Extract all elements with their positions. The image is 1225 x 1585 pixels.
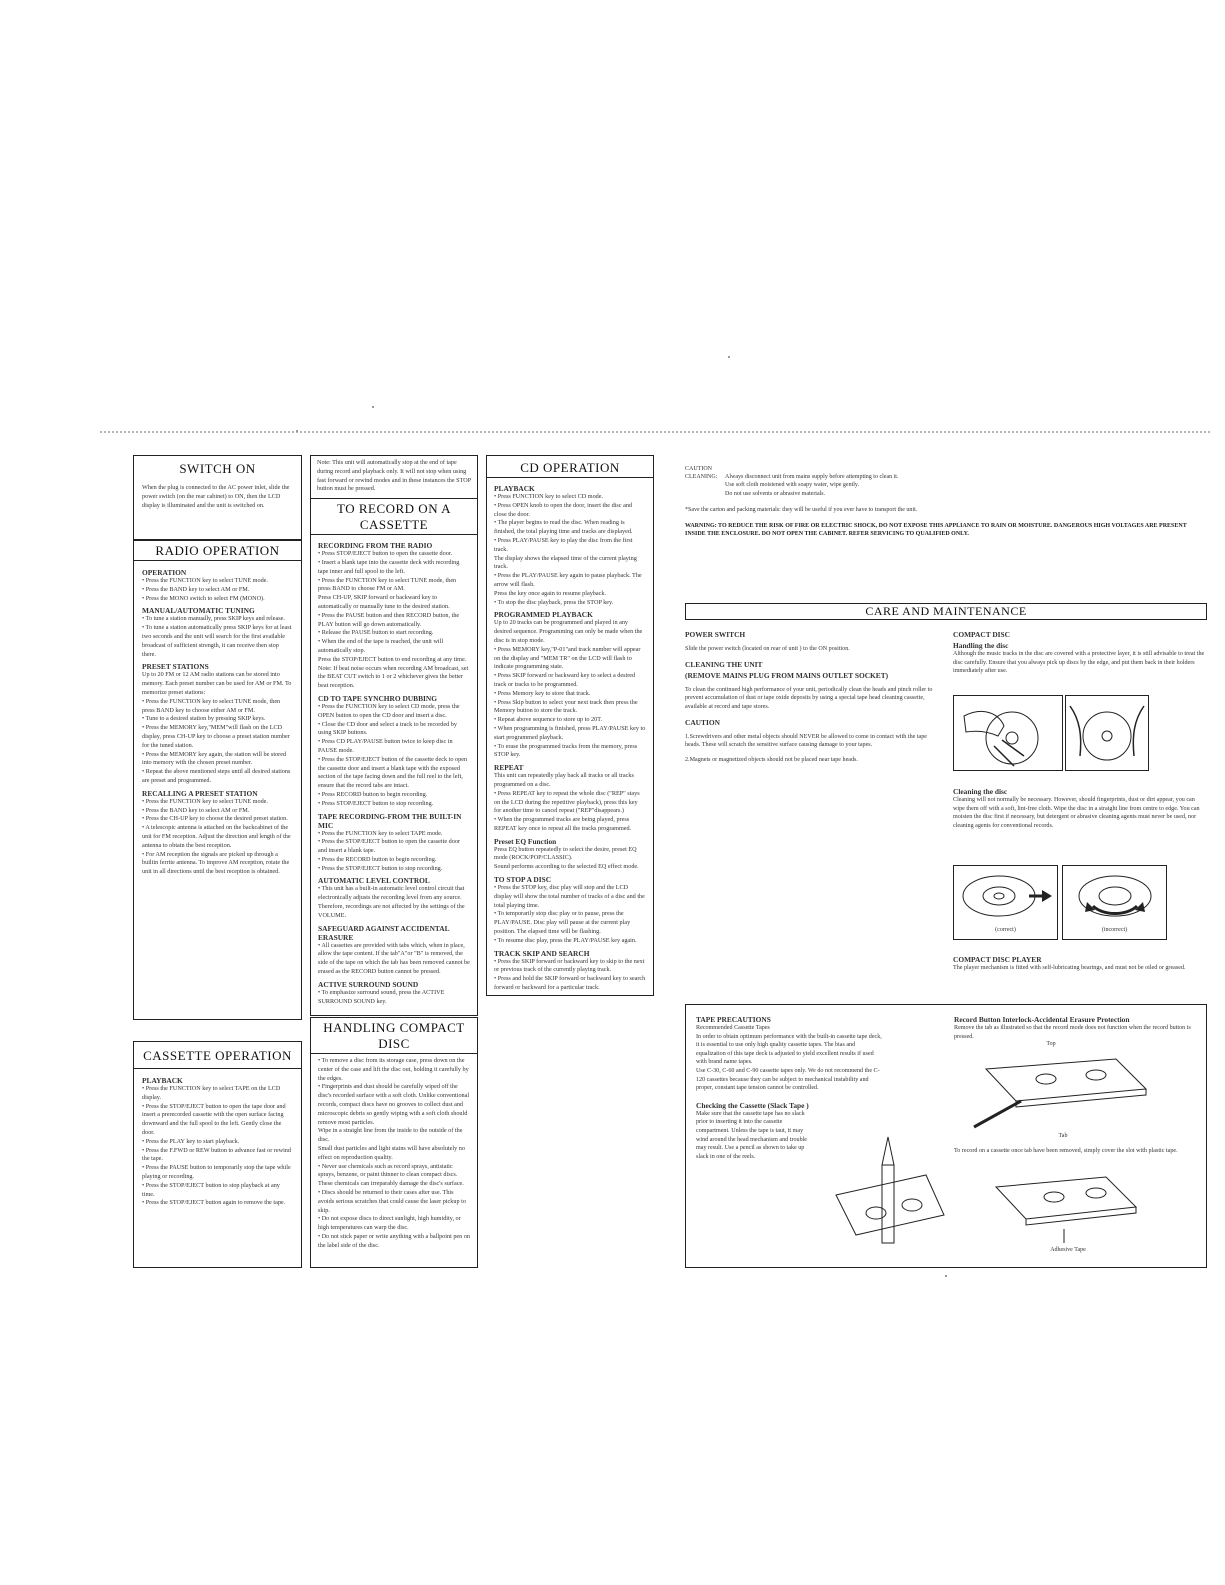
pencil-cassette-icon	[826, 1135, 946, 1255]
section-line: • Press the FUNCTION key to select TAPE on the LCD display.	[142, 1085, 281, 1101]
record-tab-cover-section	[954, 1147, 1198, 1156]
checking-cassette-text: Make sure that the cassette tape has no slack prior to inserting it into the cassette compartment. Unless the tape is taut, it may wind around the head mechanism and trouble may result. Use a pencil as shown to take up slack in one of the reels.	[696, 1110, 808, 1160]
section-line: • Press the FUNCTION key to select TUNE mode.	[142, 797, 268, 805]
cd-player-heading: COMPACT DISC PLAYER	[953, 955, 1042, 964]
section-line: • Tune to a desired station by pressing SKIP keys.	[142, 715, 266, 723]
section-line: • To erase the programmed tracks from the memory, press STOP key.	[494, 742, 638, 759]
record-tab-cover-text: To record on a cassette once tab have been removed, simply cover the slot with plastic tape.	[954, 1148, 1178, 1154]
cassette-tab-icon	[966, 1049, 1166, 1129]
section-line: • Press the PAUSE button to temporarily stop the tape while playing or recording.	[142, 1164, 291, 1180]
handling-disc-panel	[310, 1017, 478, 1268]
section-line: • Discs should be returned to their cases after use. This avoids serious scratches that could cause the laser pickup to skip.	[318, 1188, 466, 1214]
compact-disc-heading: COMPACT DISC	[953, 630, 1011, 639]
section-line: • Press the BAND key to select AM or FM.	[142, 585, 250, 593]
section-line: Sound performs according to the selected EQ effect mode.	[494, 863, 639, 871]
disc-wipe-incorrect-icon	[1063, 866, 1166, 926]
section-line: • Press the FUNCTION key to select TUNE mode.	[142, 577, 268, 584]
section-heading: RECORDING FROM THE RADIO	[318, 541, 433, 551]
record-interlock-section	[954, 1013, 1198, 1041]
correct-wipe-illustration	[953, 865, 1058, 940]
section-heading: CLEANING THE UNIT	[685, 659, 763, 669]
section-line: • Repeat the above mentioned steps until all desired stations are preset and programmed.	[142, 768, 291, 784]
cleaning-line: Do not use solvents or abrasive materials.	[725, 490, 826, 497]
section-line: • To stop the disc playback, press the STOP key.	[494, 598, 614, 606]
section-heading: Preset EQ Function	[494, 836, 557, 846]
section-heading: POWER SWITCH	[685, 630, 746, 639]
section-line: • Press CD PLAY/PAUSE button twice to keep disc in PAUSE mode.	[318, 738, 453, 754]
section-heading: PLAYBACK	[142, 1076, 183, 1085]
switch-on-title: SWITCH ON	[179, 461, 256, 476]
section-line: • Insert a blank tape into the cassette deck with recording tape inner and full spool to the left.	[318, 558, 460, 575]
section-line: • The player begins to read the disc. When reading is finished, the total playing time and tracks are displayed.	[494, 519, 633, 536]
section-heading: AUTOMATIC LEVEL CONTROL	[318, 876, 430, 886]
section-heading: CD TO TAPE SYNCHRO DUBBING	[318, 693, 437, 703]
incorrect-wipe-illustration	[1062, 865, 1167, 940]
section-line: The display shows the elapsed time of the current playing track.	[494, 554, 637, 571]
section-line: • Press STOP/EJECT button to open the cassette door.	[318, 550, 453, 558]
section-heading: PROGRAMMED PLAYBACK	[494, 610, 593, 620]
section-line: To clean the continued high performance of your unit, periodically clean the heads and pinch roller to prevent accumulation of dust or tape oxide deposits by using a special tape head cleaning cassette, available at record and tape stores.	[685, 686, 933, 711]
section-line: • To emphasize surround sound, press the ACTIVE SURROUND SOUND key.	[318, 988, 445, 1005]
switch-on-body: When the plug is connected to the AC power inlet, slide the power switch (on the rear cabinet) to ON, then the LCD display is illuminated and the unit is switched on.	[142, 484, 290, 509]
caution-label: CAUTION	[685, 466, 712, 472]
section-line: • Press Skip button to select your next track then press the Memory button to store the track.	[494, 698, 638, 715]
incorrect-label: (incorrect)	[1101, 927, 1128, 933]
cd-operation-title: CD OPERATION	[487, 456, 653, 478]
save-carton-note: *Save the carton and packing materials: they will be useful if you ever have to transport the unit.	[685, 506, 918, 513]
section-line: • A telescopic antenna is attached on the backcabinet of the unit for FM reception. Adjust the direction and length of the antenna to obtain the best reception.	[142, 824, 291, 849]
adhesive-tape-label: Adhesive Tape	[1050, 1247, 1086, 1253]
section-line: • Press the MEMORY key,"MEM"will flash on the LCD display, press CH-UP key to choose a preset station number for the tuned station.	[142, 724, 290, 749]
section-heading: PLAYBACK	[494, 484, 535, 493]
section-line: • Press Memory key to store that track.	[494, 689, 591, 697]
switch-on-panel	[133, 455, 302, 540]
section-heading: OPERATION	[142, 568, 187, 577]
adhesive-tape-cassette-icon	[986, 1169, 1146, 1245]
section-line: Small dust particles and light stains will have absolutely no effect on reproduction quality.	[318, 1144, 465, 1161]
hands-holding-disc-icon	[1066, 696, 1148, 770]
section-line: • All cassettes are provided with tabs which, when in place, allow the tape content. If the tab"A"or "B" is removed, the side of the tape on which the tab has been removed cannot be erased as the RECORD button cannot be pressed.	[318, 941, 470, 976]
disc-handling-illustration-2	[1065, 695, 1149, 771]
section-line: • Press the PLAY key to start playback.	[142, 1137, 240, 1145]
radio-operation-body	[134, 561, 301, 881]
section-line: • To tune a station automatically press SKIP keys for at least two seconds and the unit will search for the first available broadcast of sufficient strength, it can receive then stop there.	[142, 624, 292, 658]
section-line: • Press OPEN knob to open the door, insert the disc and close the door.	[494, 501, 633, 518]
section-line: • Press the STOP/EJECT button of the cassette deck to open the cassette door and insert a blank tape with the exposed section of the tape facing down and the full reel to the left, ensure that the record tabs are intact.	[318, 755, 468, 790]
handling-disc-title: HANDLING COMPACT DISC	[311, 1018, 477, 1054]
section-heading: (REMOVE MAINS PLUG FROM MAINS OUTLET SOCKET)	[685, 670, 889, 680]
section-line: • Press and hold the SKIP forward or backward key to search forward or backward for a particular track.	[494, 975, 646, 992]
care-maintenance-title: CARE AND MAINTENANCE	[685, 603, 1207, 620]
handling-disc-body	[311, 1054, 477, 1254]
care-right-column	[953, 628, 1205, 676]
tape-precautions-text: In order to obtain optimum performance with the built-in cassette tape deck, it is essential to use only high quality cassette tapes. The bias and equalization of this tape deck is adjusted to yield excellent results if used with brand name tapes.	[696, 1033, 882, 1066]
section-line: Note: If beat noise occurs when recording AM broadcast, set the BEAT CUT switch to 1 or 2 whichever gives the better beat reception.	[318, 664, 469, 690]
section-heading: SAFEGUARD AGAINST ACCIDENTAL ERASURE	[318, 923, 450, 942]
tape-precautions-box	[685, 1004, 1207, 1268]
section-line: • Press the PLAY/PAUSE key again to pause playback. The arrow will flash.	[494, 572, 642, 588]
section-line: • When programming is finished, press PLAY/PAUSE key to start programmed playback.	[494, 724, 646, 741]
cd-operation-panel	[486, 455, 654, 996]
section-heading: RECALLING A PRESET STATION	[142, 788, 258, 798]
cleaning-lines	[725, 473, 898, 498]
section-heading: PRESET STATIONS	[142, 662, 209, 672]
cleaning-line: Always disconnect unit from mains supply before attempting to clean it.	[725, 474, 899, 481]
section-line: • Press the STOP/EJECT button to stop recording.	[318, 864, 443, 872]
record-interlock-text: Remove the tab as illustrated so that the record mode does not function when the record button is pressed.	[954, 1025, 1191, 1040]
section-line: Up to 20 FM or 12 AM radio stations can be stored into memory. Each preset number can be used for AM or FM. To memorize preset stations:	[142, 671, 292, 696]
section-line: • Close the CD door and select a track to be recorded by using SKIP buttons.	[318, 720, 457, 737]
section-line: • Press RECORD button to begin recording.	[318, 790, 428, 798]
section-line: • Press the STOP/EJECT button to open the cassette door and insert a blank tape.	[318, 838, 461, 855]
record-interlock-heading: Record Button Interlock-Accidental Erasure Protection	[954, 1015, 1130, 1024]
section-line: Press the key once again to resume playback.	[494, 589, 607, 597]
section-line: • When the programmed tracks are being played, press REPEAT key once to repeat all the tracks programmed.	[494, 816, 632, 832]
section-line: • Press REPEAT key to repeat the whole disc ("REP" stays on the LCD during the repetitive playback), press this key for another time to cancel repeat ("REP"disappears.)	[494, 789, 640, 815]
cassette-operation-body	[134, 1069, 301, 1212]
tab-label: Tab	[1058, 1133, 1068, 1139]
warning-text: WARNING: TO REDUCE THE RISK OF FIRE OR ELECTRIC SHOCK, DO NOT EXPOSE THIS APPLIANCE TO RAIN OR MOISTURE. DANGEROUS HIGH VOLTAGES ARE PRESENT INSIDE THE ENCLOSURE. DO NOT OPEN THE CABINET. REFER SERVICING TO QUALIFIED ONLY.	[685, 523, 1187, 538]
cd-player-section	[953, 953, 1205, 973]
caution-block	[685, 465, 1205, 538]
correct-label: (correct)	[995, 927, 1016, 933]
care-left-column	[685, 628, 940, 771]
section-line: 1.Screwdrivers and other metal objects should NEVER be allowed to come in contact with the tape heads. These will scratch the sensitive surface causing damage to your tapes.	[685, 733, 927, 749]
section-line: • Press the FUNCTION key to select CD mode, press the OPEN button to open the CD door and insert a disc.	[318, 702, 460, 719]
section-heading: ACTIVE SURROUND SOUND	[318, 979, 419, 989]
cleaning-row	[685, 473, 1205, 498]
section-heading: CAUTION	[685, 717, 720, 727]
handling-disc-heading: Handling the disc	[953, 641, 1009, 650]
section-line: • Press the STOP/EJECT button to open the tape door and insert a prerecorded cassette with the open surface facing downward and the full spool to the left. Gently close the door.	[142, 1102, 286, 1136]
section-line: • Press the FUNCTION key to select TAPE mode.	[318, 829, 443, 837]
section-line: • To temporarily stop disc play or to pause, press the PLAY/PAUSE. Disc play will pause at the current play position. The elapsed time will be flashing.	[494, 910, 631, 936]
section-line: • Press the SKIP forward or backward key to skip to the next or previous track of the currently playing track.	[494, 957, 645, 974]
section-line: • Press the RECORD button to begin recording.	[318, 855, 437, 863]
radio-operation-title: RADIO OPERATION	[134, 540, 301, 561]
hand-holding-disc-icon	[954, 696, 1062, 770]
section-line: • Never use chemicals such as record sprays, antistatic sprays, benzene, or paint thinner to clean compact discs. These chemicals can irreparably damage the disc's surface.	[318, 1162, 464, 1188]
section-line: • Press SKIP forward or backward key to select a desired track or tracks to be programmed.	[494, 672, 636, 688]
top-label: Top	[1046, 1041, 1056, 1047]
cleaning-disc-section	[953, 785, 1205, 830]
cassette-operation-panel	[133, 1041, 302, 1268]
section-line: Up to 20 tracks can be programmed and played in any desired sequence. Programming can only be made when the disc is in stop mode.	[494, 619, 643, 644]
section-line: • Press the FUNCTION key to select TUNE mode, then press BAND key to choose either AM or FM.	[142, 697, 281, 714]
section-heading: TRACK SKIP AND SEARCH	[494, 948, 590, 958]
record-title: TO RECORD ON A CASSETTE	[311, 498, 477, 535]
handling-disc-text: Although the music tracks in the disc are covered with a protective layer, it is still advisable to treat the disc carefully. Ensure that you always pick up discs by the edge, and put them back in their holders immediately after use.	[953, 651, 1205, 675]
section-line: • Press the CH-UP key to choose the desired preset station.	[142, 815, 288, 823]
record-body	[311, 535, 477, 1009]
section-line: Slide the power switch (located on rear of unit ) to the ON position.	[685, 646, 850, 653]
section-line: 2.Magnets or magnetized objects should not be placed near tape heads.	[685, 757, 858, 764]
cleaning-label: CLEANING:	[685, 474, 718, 481]
section-heading: TAPE RECORDING-FROM THE BUILT-IN MIC	[318, 811, 462, 830]
section-line: • To remove a disc from its storage case, press down on the center of the case and lift the disc out, holding it carefully by the edges.	[318, 1057, 469, 1082]
tape-precautions-heading: TAPE PRECAUTIONS	[696, 1015, 771, 1024]
section-line: • Press the MEMORY key again, the station will be stored into memory with the chosen preset number.	[142, 750, 287, 767]
section-line: Press the STOP/EJECT button to end recording at any time.	[318, 655, 467, 663]
section-line: • For AM reception the signals are picked up through a builtin ferrite antenna. To improve AM reception, rotate the unit in all directions until the best reception is obtained.	[142, 850, 290, 876]
section-line: • Press the STOP/EJECT button again to remove the tape.	[142, 1199, 286, 1207]
section-line: • This unit has a built-in automatic level control circuit that electronically adjusts the recording level from any source. Therefore, recordings are not affected by the settings of the VOLUME.	[318, 885, 465, 919]
cleaning-disc-text: Cleaning will not normally be necessary. However, should fingerprints, dust or dirt appear, you can wipe them off with a soft, lint-free cloth. Wipe the disc in a straight line from centre to edge. You can moisten the disc first if necessary, but detergent or abrasive cleaning agents must never be used, nor cleaning agents for conventional records.	[953, 797, 1200, 829]
section-line: • Press STOP/EJECT button to stop recording.	[318, 799, 434, 807]
tape-precautions-text-2: Use C-30, C-60 and C-90 cassette tapes only. We do not recommend the C-120 cassettes because they can be subject to mechanical instability and proper, constant tape tension cannot be controlled.	[696, 1067, 880, 1092]
cassette-operation-title: CASSETTE OPERATION	[143, 1048, 292, 1063]
section-line: • Press the STOP/EJECT button to stop playback at any time.	[142, 1181, 280, 1198]
section-line: • Fingerprints and dust should be carefully wiped off the disc's recorded surface with a soft cloth. Unlike conventional records, compact discs have no grooves to collect dust and microscopic debris so gently wiping with a soft cloth should remove most particles.	[318, 1083, 470, 1126]
section-line: • To tune a station manually, press SKIP keys and release.	[142, 615, 285, 623]
section-line: • Press FUNCTION key to select CD mode.	[494, 493, 604, 500]
section-line: Wipe in a straight line from the inside to the outside of the disc.	[318, 1127, 463, 1144]
section-line: Press CH-UP, SKIP forward or backward key to automatically or manually tune to the desired station.	[318, 594, 450, 610]
cleaning-line: Use soft cloth moistened with soapy water, wipe gently.	[725, 482, 860, 489]
cd-operation-body	[487, 478, 653, 996]
section-line: Press EQ button repeatedly to select the desire, preset EQ mode (ROCK/POP/CLASSIC).	[494, 845, 637, 862]
record-panel	[310, 455, 478, 1016]
disc-wipe-correct-icon	[954, 866, 1057, 926]
scan-speck	[728, 356, 730, 358]
section-line: • To resume disc play, press the PLAY/PAUSE key again.	[494, 936, 637, 944]
section-line: • Press the F.FWD or REW button to advance fast or rewind the tape.	[142, 1146, 291, 1163]
section-heading: REPEAT	[494, 763, 524, 773]
section-line: • Press MEMORY key,"P-01"and track number will appear on the display and "MEM TR" on the LCD will flash to indicate programming state.	[494, 645, 641, 671]
section-line: • Release the PAUSE button to start recording.	[318, 629, 434, 637]
section-line: • Do not expose discs to direct sunlight, high humidity, or high temperatures can warp the disc.	[318, 1215, 461, 1232]
section-line: • Press the PAUSE button and then RECORD button, the PLAY button will go down automatically.	[318, 611, 460, 628]
section-line: • Repeat above sequence to store up to 20T.	[494, 716, 603, 724]
section-line: • Do not stick paper or write anything with a ballpoint pen on the label side of the disc.	[318, 1232, 471, 1249]
section-line: • Press the STOP key, disc play will stop and the LCD display will show the total number of tracks of a disc and the total playing time.	[494, 884, 645, 909]
cleaning-disc-heading: Cleaning the disc	[953, 787, 1008, 796]
cd-player-text: The player mechanism is fitted with self-lubricating bearings, and must not be oiled or greased.	[953, 965, 1186, 971]
section-line: This unit can repeatedly play back all tracks or all tracks programmed on a disc.	[494, 772, 634, 788]
checking-cassette-heading: Checking the Cassette (Slack Tape )	[696, 1100, 809, 1110]
tape-precautions-sub: Recommended Cassette Tapes	[696, 1025, 770, 1031]
section-line: • Press the FUNCTION key to select TUNE mode, then press BAND to choose FM or AM.	[318, 576, 457, 593]
record-note: Note: This unit will automatically stop at the end of tape during record and playback only. It will not stop when using fast forward or rewind modes and in these instances the STOP button must be pressed.	[317, 459, 471, 493]
section-heading: MANUAL/AUTOMATIC TUNING	[142, 606, 255, 616]
section-heading: TO STOP A DISC	[494, 875, 552, 885]
section-line: • When the end of the tape is reached, the unit will automatically stop.	[318, 638, 444, 654]
section-line: • Press the MONO switch to select FM (MONO).	[142, 594, 265, 602]
section-line: • Press PLAY/PAUSE key to play the disc from the first track.	[494, 536, 633, 553]
fold-line	[100, 431, 1210, 435]
section-line: • Press the BAND key to select AM or FM.	[142, 806, 250, 814]
disc-handling-illustration-1	[953, 695, 1063, 771]
radio-operation-panel	[133, 540, 302, 1020]
scan-speck	[945, 1275, 947, 1277]
scan-speck	[372, 406, 374, 408]
